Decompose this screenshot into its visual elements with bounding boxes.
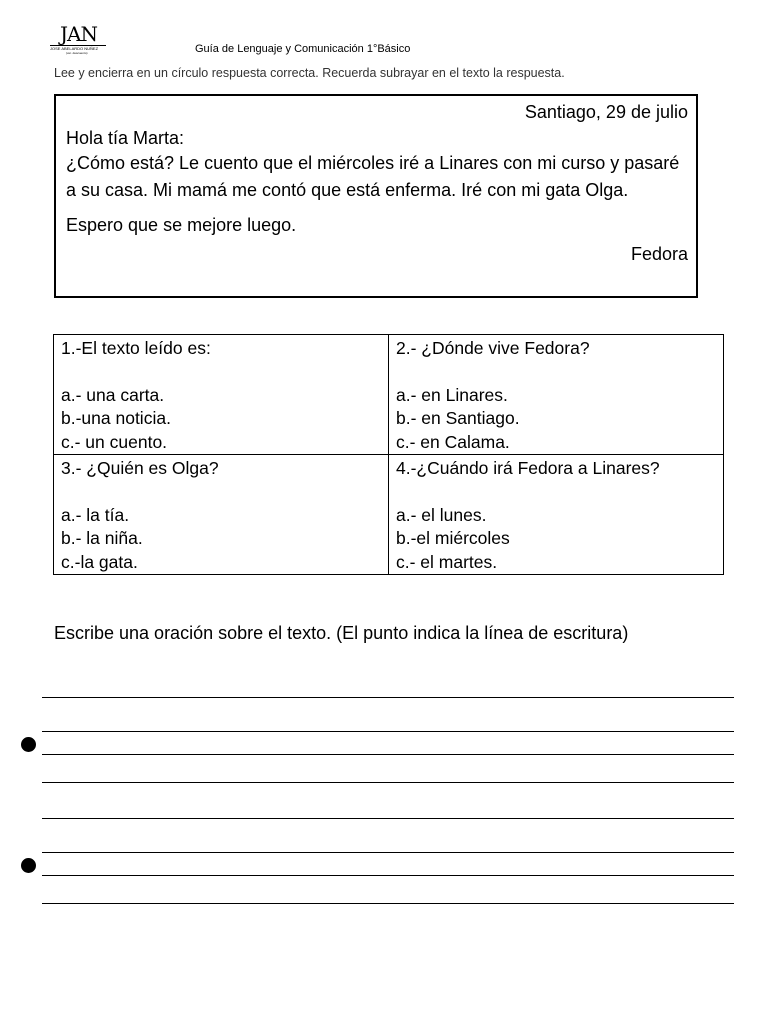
writing-line bbox=[42, 903, 734, 904]
question-title: 2.- ¿Dónde vive Fedora? bbox=[396, 338, 590, 358]
answer-option[interactable]: c.- el martes. bbox=[396, 551, 498, 572]
answer-option[interactable]: a.- en Linares. bbox=[396, 384, 508, 405]
logo-mark: JAN bbox=[60, 22, 97, 46]
letter-signature: Fedora bbox=[630, 244, 688, 264]
logo-school-name: JOSE ABELARDO NUÑEZ bbox=[50, 45, 106, 51]
letter-greeting: Hola tía Marta: bbox=[66, 128, 185, 148]
writing-line bbox=[42, 875, 734, 876]
writing-line bbox=[42, 782, 734, 783]
question-cell-4 bbox=[389, 455, 724, 575]
letter-box bbox=[54, 94, 698, 298]
writing-line bbox=[42, 697, 734, 698]
questions-table bbox=[53, 334, 724, 575]
answer-option[interactable]: a.- una carta. bbox=[61, 384, 165, 405]
guide-title: Guía de Lenguaje y Comunicación 1°Básico bbox=[195, 43, 411, 55]
question-cell-2 bbox=[389, 335, 724, 455]
table-row bbox=[54, 335, 724, 455]
line-marker-dot-icon bbox=[21, 858, 36, 873]
letter-body: ¿Cómo está? Le cuento que el miércoles iré a Linares con mi curso y pasaré a su casa. Mi mamá me contó que está enferma. Iré con mi gata Olga. bbox=[66, 153, 680, 200]
answer-option[interactable]: c.-la gata. bbox=[61, 551, 138, 572]
question-title: 4.-¿Cuándo irá Fedora a Linares? bbox=[396, 458, 660, 478]
writing-line bbox=[42, 818, 734, 819]
answer-option[interactable]: a.- el lunes. bbox=[396, 504, 487, 525]
writing-line bbox=[42, 731, 734, 732]
instructions: Lee y encierra en un círculo respuesta correcta. Recuerda subrayar en el texto la respuesta. bbox=[54, 66, 565, 80]
logo-school-sub: (ver. descuento) bbox=[66, 51, 88, 55]
answer-option[interactable]: c.- en Calama. bbox=[396, 431, 510, 452]
letter-closing: Espero que se mejore luego. bbox=[66, 215, 297, 235]
answer-option[interactable]: b.-el miércoles bbox=[396, 528, 510, 548]
answer-option[interactable]: b.-una noticia. bbox=[61, 408, 171, 428]
writing-line bbox=[42, 754, 734, 755]
answer-option[interactable]: b.- la niña. bbox=[61, 528, 143, 548]
question-title: 1.-El texto leído es: bbox=[61, 338, 211, 358]
letter-date: Santiago, 29 de julio bbox=[524, 102, 688, 122]
question-title: 3.- ¿Quién es Olga? bbox=[61, 458, 219, 478]
question-cell-3 bbox=[54, 455, 389, 575]
table-row bbox=[54, 455, 724, 575]
writing-line bbox=[42, 852, 734, 853]
answer-option[interactable]: c.- un cuento. bbox=[61, 431, 168, 452]
writing-prompt: Escribe una oración sobre el texto. (El punto indica la línea de escritura) bbox=[54, 623, 629, 643]
line-marker-dot-icon bbox=[21, 737, 36, 752]
question-cell-1 bbox=[54, 335, 389, 455]
answer-option[interactable]: b.- en Santiago. bbox=[396, 408, 520, 428]
school-logo bbox=[50, 24, 106, 54]
answer-option[interactable]: a.- la tía. bbox=[61, 504, 130, 525]
